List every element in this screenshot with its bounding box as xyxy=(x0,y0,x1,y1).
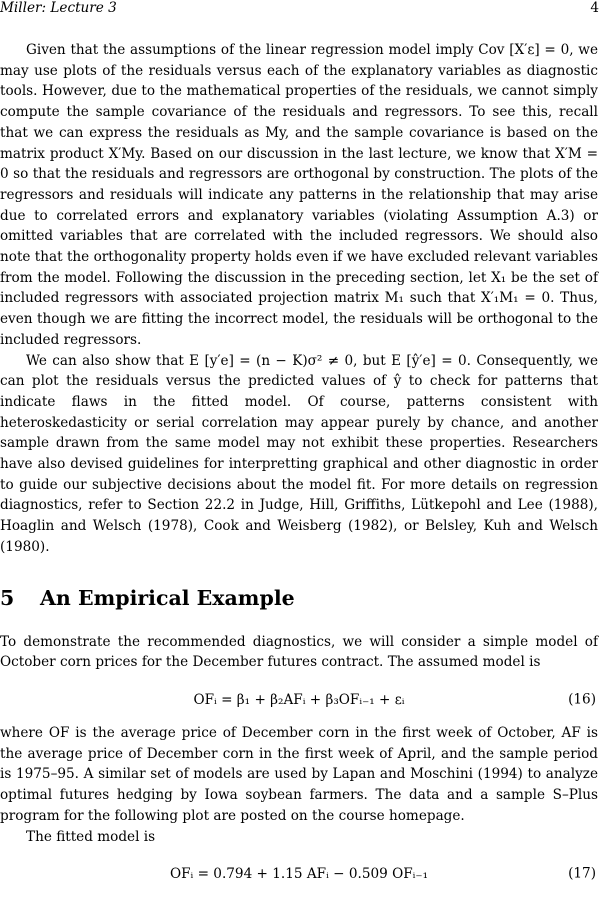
equation-17-body: OFᵢ = 0.794 + 1.15 AFᵢ − 0.509 OFᵢ₋₁ xyxy=(169,865,429,882)
paragraph-predicted-values: We can also show that E [y′e] = (n − K)σ² ≠ 0, but E [ŷ′e] = 0. Consequently, we can plot the residuals versus the predicted values of ŷ to check for patterns that indicate flaws in the fitted model. Of course, patterns consistent with heteroskedasticity or serial correlation may appear purely by chance, and another sample drawn from the same model may not exhibit these properties. Researchers have also devised guidelines for interpretting graphical and other diagnostic in order to guide our subjective decisions about the model fit. For more details on regression diagnostics, refer to Section 22.2 in Judge, Hill, Griffiths, Lütkepohl and Lee (1988), Hoaglin and Welsch (1978), Cook and Weisberg (1982), or Belsley, Kuh and Welsch (1980). xyxy=(0,352,598,555)
equation-17 xyxy=(0,859,598,889)
paragraph-fitted-model: The fitted model is xyxy=(26,828,156,845)
equation-16-body: OFᵢ = β₁ + β₂AFᵢ + β₃OFᵢ₋₁ + εᵢ xyxy=(193,691,405,708)
running-title: Miller: Lecture 3 xyxy=(0,0,117,16)
paragraph-residual-plots: Given that the assumptions of the linear regression model imply Cov [X′ε] = 0, we may use plots of the residuals versus each of the explanatory variables as diagnostic tools. However, due to the mathematical properties of the residuals, we cannot simply compute the sample covariance of the residuals and regressors. To see this, recall that we can express the residuals as My, and the sample covariance is based on the matrix product X′My. Based on our discussion in the last lecture, we know that X′M = 0 so that the residuals and regressors are orthogonal by construction. The plots of the regressors and residuals will indicate any patterns in the relationship that may arise due to correlated errors and explanatory variables (violating Assumption A.3) or omitted variables that are correlated with the included regressors. We should also note that the orthogonality property holds even if we have excluded relevant variables from the model. Following the discussion in the preceding section, let X₁ be the set of included regressors with associated projection matrix M₁ such that X′₁M₁ = 0. Thus, even though we are fitting the incorrect model, the residuals will be orthogonal to the included regressors. xyxy=(0,42,598,348)
paragraph-variable-definitions: where OF is the average price of December corn in the first week of October, AF is the average price of December corn in the first week of April, and the sample period is 1975–95. A similar set of models are used by Lapan and Moschini (1994) to analyze optimal futures hedging by Iowa soybean farmers. The data and a sample S–Plus program for the following plot are posted on the course homepage. xyxy=(0,724,598,824)
page-number: 4 xyxy=(590,0,599,16)
document-body xyxy=(0,40,598,897)
paragraph-empirical-intro: To demonstrate the recommended diagnostics, we will consider a simple model of October corn prices for the December futures contract. The assumed model is xyxy=(0,633,598,671)
equation-16 xyxy=(0,685,598,715)
section-number: 5 xyxy=(0,585,15,610)
section-title: An Empirical Example xyxy=(40,585,295,610)
equation-17-number: (17) xyxy=(568,865,596,882)
page-header xyxy=(0,0,599,19)
section-heading xyxy=(0,586,598,610)
equation-16-number: (16) xyxy=(568,691,596,708)
